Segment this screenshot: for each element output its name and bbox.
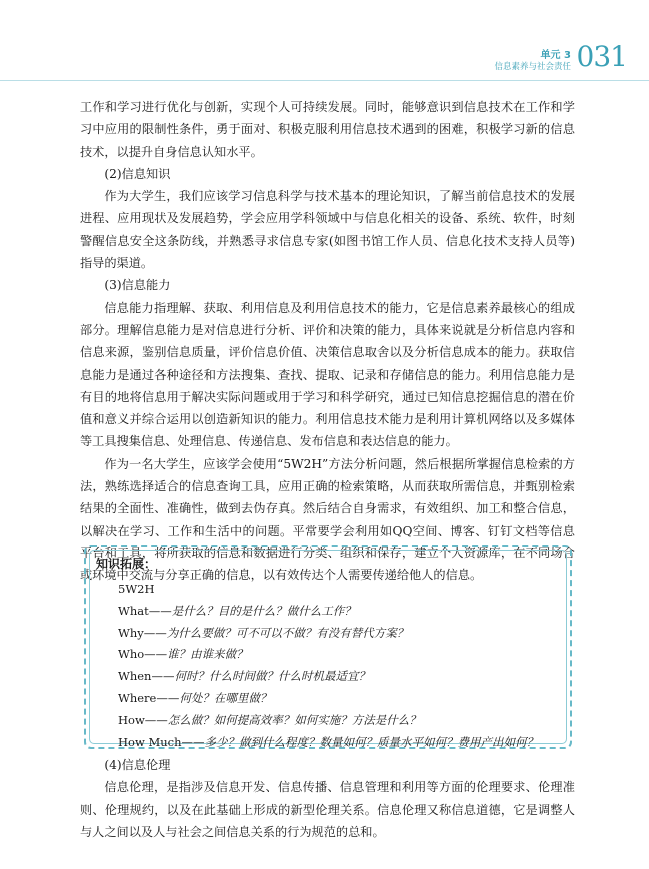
knowledge-box-title: 知识拓展： bbox=[96, 557, 157, 571]
unit-subtitle: 信息素养与社会责任 bbox=[494, 62, 571, 72]
section-heading-info-ability: (3)信息能力 bbox=[104, 278, 171, 293]
page-number: 031 bbox=[576, 40, 627, 73]
knowledge-box-list bbox=[118, 579, 538, 753]
list-item: How——怎么做？如何提高效率？如何实施？方法是什么？ bbox=[118, 712, 421, 727]
knowledge-box-heading: 5W2H bbox=[118, 582, 155, 596]
header-divider bbox=[0, 80, 649, 81]
list-item: Where——何处？在哪里做？ bbox=[118, 690, 272, 705]
page-header bbox=[0, 0, 649, 80]
list-item: Why——为什么要做？可不可以不做？有没有替代方案？ bbox=[118, 625, 409, 640]
list-item: How Much——多少？做到什么程度？数量如何？质量水平如何？费用产出如何？ bbox=[118, 734, 538, 749]
list-item: When——何时？什么时间做？什么时机最适宜？ bbox=[118, 669, 370, 684]
paragraph-5w2h-method: 作为一名大学生，应该学会使用“5W2H”方法分析问题，然后根据所掌握信息检索的方法，熟练选择适合的信息查询工具，应用正确的检索策略，从而获取所需信息，并甄别检索结果的全面性、准确性，做到去伪存真。然后结合自身需求，有效组织、加工和整合信息，以解决在学习、工作和生活中的问题。平常要学会利用如QQ空间、博客、钉钉文档等信息平台和工具，将所获取的信息和数据进行分类、组织和保存，建立个人资源库，在不同场合或环境中交流与分享正确的信息，以有效传达个人需要传递给他人的信息。 bbox=[80, 456, 575, 583]
section-heading-info-ethics: (4)信息伦理 bbox=[104, 758, 171, 772]
main-text bbox=[80, 96, 575, 587]
list-item: What——是什么？目的是什么？做什么工作？ bbox=[118, 603, 356, 618]
paragraph-continuation: 工作和学习进行优化与创新，实现个人可持续发展。同时，能够意识到信息技术在工作和学习中应用的限制性条件，勇于面对、积极克服利用信息技术遇到的困难，积极学习新的信息技术，以提升自身信息认知水平。 bbox=[80, 100, 575, 159]
unit-label: 单元 3 bbox=[540, 50, 571, 61]
paragraph-info-ethics: 信息伦理，是指涉及信息开发、信息传播、信息管理和利用等方面的伦理要求、伦理准则、伦理规约，以及在此基础上形成的新型伦理关系。信息伦理又称信息道德，它是调整人与人之间以及人与社会之间信息关系的行为规范的总和。 bbox=[80, 780, 575, 839]
paragraph-info-knowledge: 作为大学生，我们应该学习信息科学与技术基本的理论知识，了解当前信息技术的发展进程、应用现状及发展趋势，学会应用学科领域中与信息化相关的设备、系统、软件，时刻警醒信息安全这条防线，并熟悉寻求信息专家(如图书馆工作人员、信息化技术支持人员等)指导的渠道。 bbox=[80, 189, 575, 271]
section-heading-info-knowledge: (2)信息知识 bbox=[104, 166, 171, 181]
paragraph-info-ability: 信息能力指理解、获取、利用信息及利用信息技术的能力，它是信息素养最核心的组成部分。理解信息能力是对信息进行分析、评价和决策的能力，具体来说就是分析信息内容和信息来源，鉴别信息质量，评价信息价值、决策信息取舍以及分析信息成本的能力。获取信息能力是通过各种途径和方法搜集、查找、提取、记录和存储信息的能力。利用信息能力是有目的地将信息用于解决实际问题或用于学习和科学研究，通过已知信息挖掘信息的潜在价值和意义并综合运用以创造新知识的能力。利用信息技术能力是利用计算机网络以及多媒体等工具搜集信息、处理信息、传递信息、发布信息和表达信息的能力。 bbox=[80, 300, 575, 449]
list-item: Who——谁？由谁来做？ bbox=[118, 647, 248, 662]
section-4-text bbox=[80, 754, 575, 843]
knowledge-extension-box bbox=[84, 545, 572, 749]
